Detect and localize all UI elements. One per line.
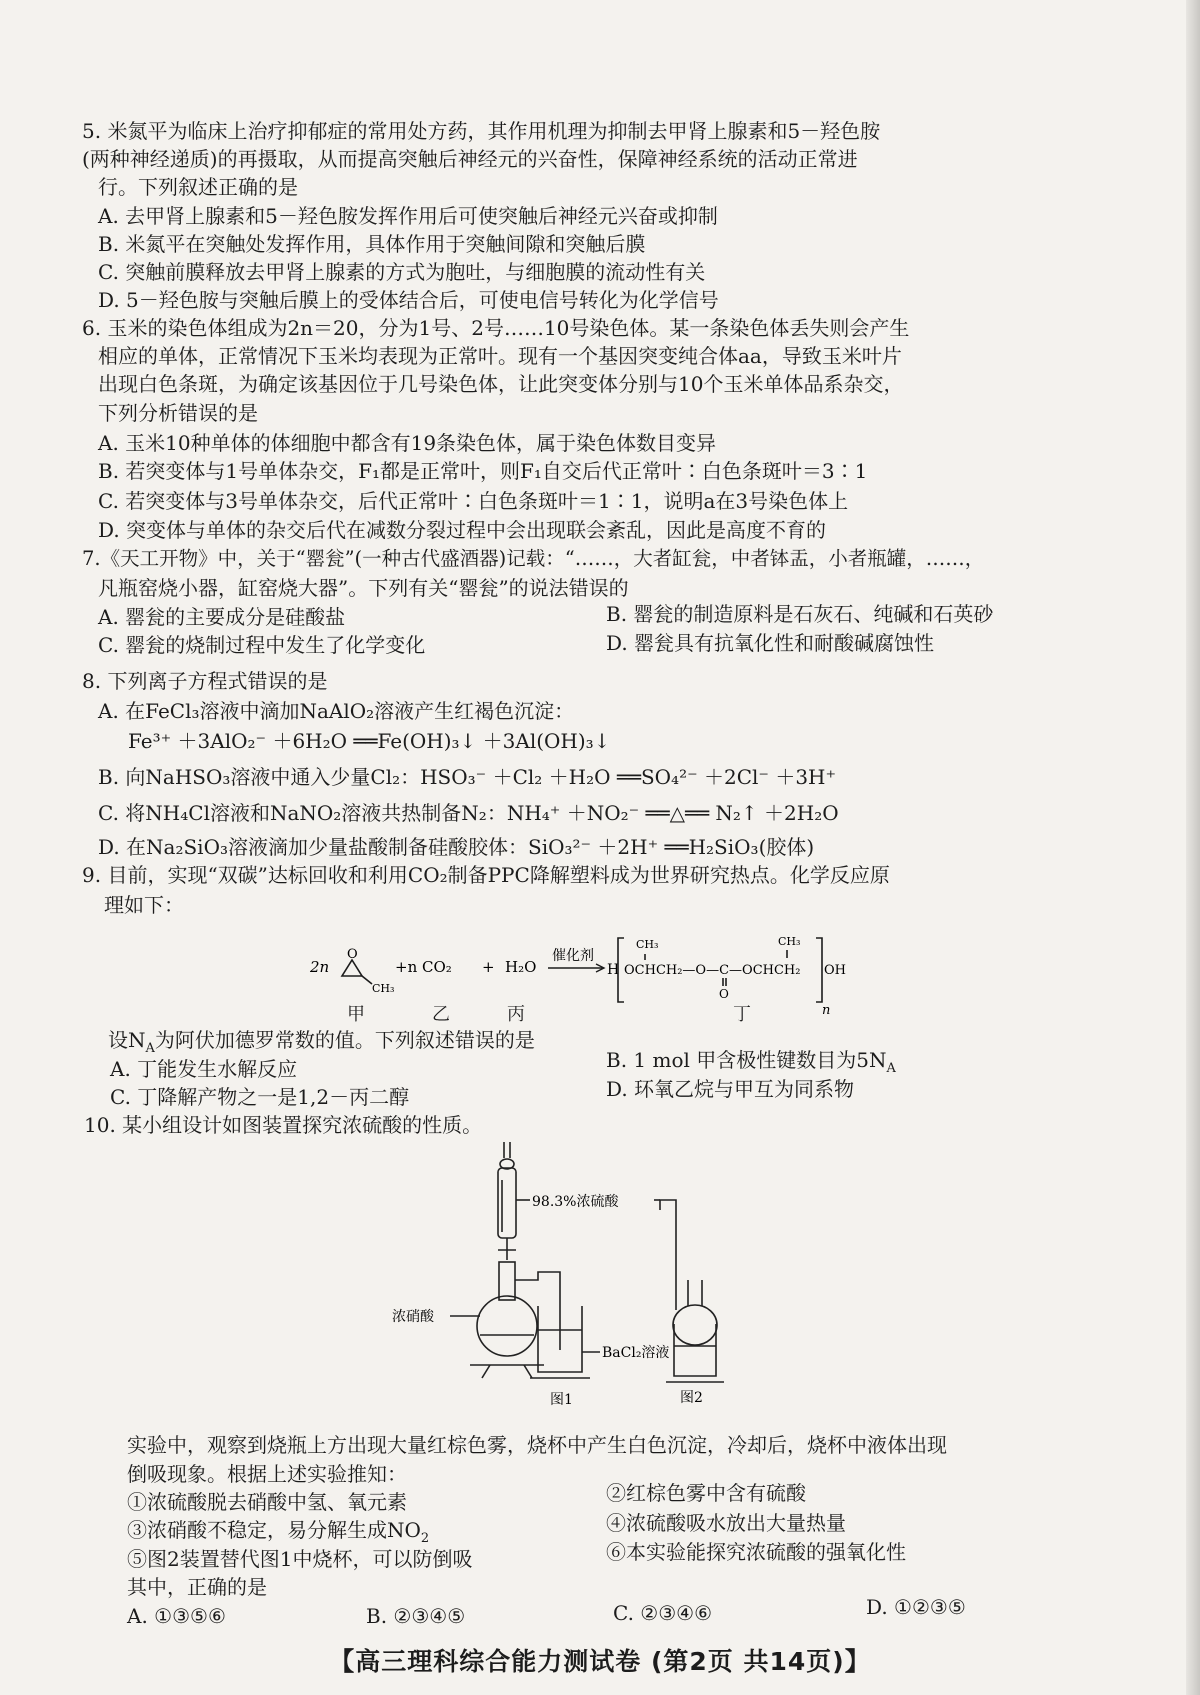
q10-statement-5: ⑤图2装置替代图1中烧杯，可以防倒吸 (127, 1547, 473, 1571)
q9-stem-2: 理如下： (104, 893, 184, 917)
epoxide-methyl: CH₃ (372, 982, 395, 995)
scheme-co2: +n CO₂ (395, 958, 452, 976)
q9-option-d: D. 环氧乙烷与甲互为同系物 (606, 1077, 855, 1101)
q6-option-d: D. 突变体与单体的杂交后代在减数分裂过程中会出现联会紊乱，因此是高度不育的 (98, 518, 827, 542)
q8-option-d: D. 在Na₂SiO₃溶液滴加少量盐酸制备硅酸胶体：SiO₃²⁻ ＋2H⁺ ══H₂SiO₃(胶体) (98, 835, 815, 859)
q6-stem-3: 出现白色条斑，为确定该基因位于几号染色体，让此突变体分别与10个玉米单体品系杂交， (98, 372, 904, 396)
polymer-methyl-1: CH₃ (636, 938, 659, 951)
q6-stem-2: 相应的单体，正常情况下玉米均表现为正常叶。现有一个基因突变纯合体aa，导致玉米叶片 (98, 344, 902, 368)
scheme-arrow (548, 964, 604, 972)
label-bing: 丙 (507, 1004, 525, 1025)
q8-option-a: A. 在FeCl₃溶液中滴加NaAlO₂溶液产生红褐色沉淀： (98, 699, 575, 723)
q7-option-a: A. 罂瓮的主要成分是硅酸盐 (98, 605, 346, 629)
scheme-water: H₂O (505, 958, 537, 976)
q7-option-b: B. 罂瓮的制造原料是石灰石、纯碱和石英砂 (606, 602, 994, 626)
q8-stem: 8. 下列离子方程式错误的是 (82, 669, 328, 693)
bacl2-label: BaCl₂溶液 (602, 1345, 670, 1361)
q5-option-b: B. 米氮平在突触处发挥作用，具体作用于突触间隙和突触后膜 (98, 232, 646, 256)
q6-stem-1: 6. 玉米的染色体组成为2n＝20，分为1号、2号……10号染色体。某一条染色体丢失则会产生 (82, 316, 910, 340)
scheme-plus: + (482, 958, 495, 976)
q6-option-c: C. 若突变体与3号单体杂交，后代正常叶∶白色条斑叶＝1∶1，说明a在3号染色体上 (98, 489, 849, 513)
q7-stem-1: 7.《天工开物》中，关于“罂瓮”(一种古代盛酒器)记载：“……，大者缸瓮，中者钵盂，小者瓶罐，……， (82, 547, 985, 570)
q9-stem-1: 9. 目前，实现“双碳”达标回收和利用CO₂制备PPC降解塑料成为世界研究热点。化学反应原 (82, 863, 890, 887)
q5-option-c: C. 突触前膜释放去甲肾上腺素的方式为胞吐，与细胞膜的流动性有关 (98, 260, 706, 284)
q5-option-a: A. 去甲肾上腺素和5－羟色胺发挥作用后可使突触后神经元兴奋或抑制 (98, 204, 718, 228)
q7-option-d: D. 罂瓮具有抗氧化性和耐酸碱腐蚀性 (606, 631, 935, 655)
q5-stem-1: 5. 米氮平为临床上治疗抑郁症的常用处方药，其作用机理为抑制去甲肾上腺素和5－羟色胺 (82, 119, 881, 143)
q10-option-b: B. ②③④⑤ (366, 1604, 466, 1628)
epoxide-structure (342, 960, 372, 984)
q9-option-a: A. 丁能发生水解反应 (110, 1057, 298, 1081)
q6-option-b: B. 若突变体与1号单体杂交，F₁都是正常叶，则F₁自交后代正常叶∶白色条斑叶＝3∶1 (98, 459, 868, 483)
q9-option-c: C. 丁降解产物之一是1,2－丙二醇 (110, 1085, 410, 1109)
apparatus-figure (392, 1140, 860, 1410)
q10-after-2: 倒吸现象。根据上述实验推知： (127, 1462, 407, 1486)
q10-statement-1: ①浓硫酸脱去硝酸中氢、氧元素 (127, 1490, 407, 1514)
nitric-acid-label: 浓硝酸 (392, 1309, 434, 1325)
q10-after-1: 实验中，观察到烧瓶上方出现大量红棕色雾，烧杯中产生白色沉淀，冷却后，烧杯中液体出现 (127, 1433, 947, 1457)
polymer-methyl-2: CH₃ (778, 935, 801, 948)
q10-statement-4: ④浓硫酸吸水放出大量热量 (606, 1511, 846, 1535)
figure1-caption: 图1 (550, 1392, 573, 1408)
q10-option-c: C. ②③④⑥ (613, 1601, 713, 1625)
page-edge-shadow (1186, 0, 1200, 1695)
q9-intro-text: 设$N_A$为阿伏加德罗常数的值。下列叙述错误的是 (108, 1028, 535, 1056)
q6-stem-4: 下列分析错误的是 (98, 401, 258, 425)
q10-option-a: A. ①③⑤⑥ (127, 1604, 226, 1628)
figure2-caption: 图2 (680, 1390, 703, 1406)
q10-statement-6: ⑥本实验能探究浓硫酸的强氧化性 (606, 1540, 906, 1564)
q8-option-a-equation: Fe³⁺ ＋3AlO₂⁻ ＋6H₂O ══Fe(OH)₃↓ ＋3Al(OH)₃↓ (128, 729, 611, 753)
q8-option-c: C. 将NH₄Cl溶液和NaNO₂溶液共热制备N₂：NH₄⁺ ＋NO₂⁻ ══△══ N₂↑ ＋2H₂O (98, 801, 839, 825)
polymer-n: n (822, 1003, 831, 1018)
page-footer: 【高三理科综合能力测试卷 (第2页 共14页)】 (329, 1647, 871, 1676)
acid-label: 98.3%浓硫酸 (532, 1194, 619, 1210)
polymer-carbonyl-oxygen: O (719, 987, 729, 1001)
label-ding: 丁 (733, 1004, 751, 1025)
polymer-chain: OCHCH₂—O—C—OCHCH₂ (624, 963, 801, 978)
q7-option-c: C. 罂瓮的烧制过程中发生了化学变化 (98, 633, 426, 657)
q5-option-d: D. 5－羟色胺与突触后膜上的受体结合后，可使电信号转化为化学信号 (98, 288, 719, 312)
scheme-coefficient: 2n (310, 958, 330, 976)
q5-stem-3: 行。下列叙述正确的是 (98, 175, 298, 199)
label-yi: 乙 (432, 1004, 450, 1025)
q6-option-a: A. 玉米10种单体的体细胞中都含有19条染色体，属于染色体数目变异 (98, 431, 717, 455)
q8-option-b: B. 向NaHSO₃溶液中通入少量Cl₂：HSO₃⁻ ＋Cl₂ ＋H₂O ══SO₄²⁻ ＋2Cl⁻ ＋3H⁺ (98, 765, 837, 789)
figure1-apparatus (450, 1142, 600, 1378)
q10-statement-3: ③浓硝酸不稳定，易分解生成$NO_2$ (127, 1518, 430, 1546)
epoxide-oxygen: O (347, 947, 358, 962)
polymer-h: H (607, 962, 620, 978)
q10-statement-2: ②红棕色雾中含有硫酸 (606, 1481, 806, 1505)
reaction-scheme (300, 920, 900, 1025)
q9-intro (108, 1027, 535, 1056)
scheme-catalyst: 催化剂 (552, 948, 594, 964)
q9-option-b: B. 1 mol 甲含极性键数目为$5N_A$ (606, 1048, 896, 1076)
q10-ask: 其中，正确的是 (127, 1575, 267, 1599)
q7-stem-2: 凡瓶窑烧小器，缸窑烧大器”。下列有关“罂瓮”的说法错误的 (98, 576, 629, 600)
q5-stem-2: (两种神经递质)的再摄取，从而提高突触后神经元的兴奋性，保障神经系统的活动正常进 (82, 147, 858, 171)
polymer-oh: OH (824, 963, 846, 978)
q10-stem: 10. 某小组设计如图装置探究浓硫酸的性质。 (84, 1113, 483, 1137)
label-jia: 甲 (347, 1004, 365, 1025)
q10-option-d: D. ①②③⑤ (866, 1595, 966, 1619)
